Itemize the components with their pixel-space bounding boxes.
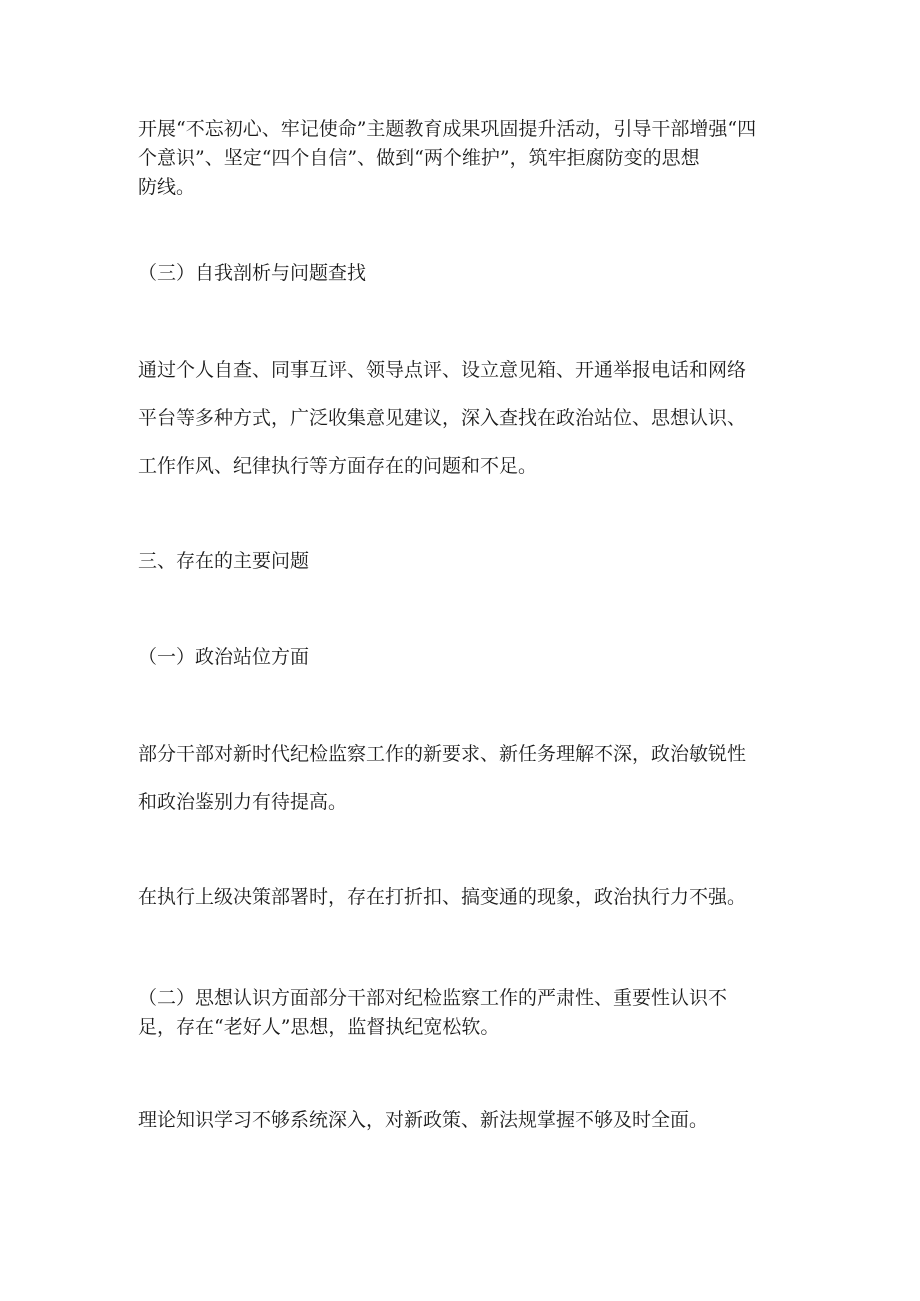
paragraph-political-stance-2 bbox=[138, 882, 786, 912]
paragraph-self-analysis bbox=[138, 346, 786, 490]
text-line: 通过个人自查、同事互评、领导点评、设立意见箱、开通举报电话和网络 bbox=[138, 359, 747, 381]
text-line: 平台等多种方式，广泛收集意见建议，深入查找在政治站位、思想认识、 bbox=[138, 407, 747, 429]
paragraph-theory-study bbox=[138, 1105, 786, 1135]
text-line: 工作作风、纪律执行等方面存在的问题和不足。 bbox=[138, 455, 538, 477]
text-line: 防线。 bbox=[138, 176, 196, 198]
text-line: 理论知识学习不够系统深入，对新政策、新法规掌握不够及时全面。 bbox=[138, 1109, 709, 1131]
paragraph-political-stance-1 bbox=[138, 730, 786, 826]
section-heading-self-analysis bbox=[138, 258, 786, 288]
paragraph-intro-continuation bbox=[138, 115, 786, 202]
section-heading-political-stance bbox=[138, 642, 786, 672]
text-line: 个意识”、坚定“四个自信”、做到“两个维护”，筑牢拒腐防变的思想 bbox=[138, 147, 700, 169]
text-line: 开展“不忘初心、牢记使命”主题教育成果巩固提升活动，引导干部增强“四 bbox=[138, 118, 757, 140]
text-line: 和政治鉴别力有待提高。 bbox=[138, 791, 348, 813]
heading-text: （三）自我剖析与问题查找 bbox=[138, 262, 367, 284]
paragraph-ideological-awareness bbox=[138, 984, 786, 1042]
text-line: （二）思想认识方面部分干部对纪检监察工作的严肃性、重要性认识不 bbox=[138, 987, 728, 1009]
heading-text: 三、存在的主要问题 bbox=[138, 550, 310, 572]
text-line: 在执行上级决策部署时，存在打折扣、搞变通的现象，政治执行力不强。 bbox=[138, 886, 747, 908]
section-heading-main-problems bbox=[138, 546, 786, 576]
heading-text: （一）政治站位方面 bbox=[138, 646, 310, 668]
text-line: 足，存在“老好人”思想，监督执纪宽松软。 bbox=[138, 1016, 500, 1038]
text-line: 部分干部对新时代纪检监察工作的新要求、新任务理解不深，政治敏锐性 bbox=[138, 743, 747, 765]
